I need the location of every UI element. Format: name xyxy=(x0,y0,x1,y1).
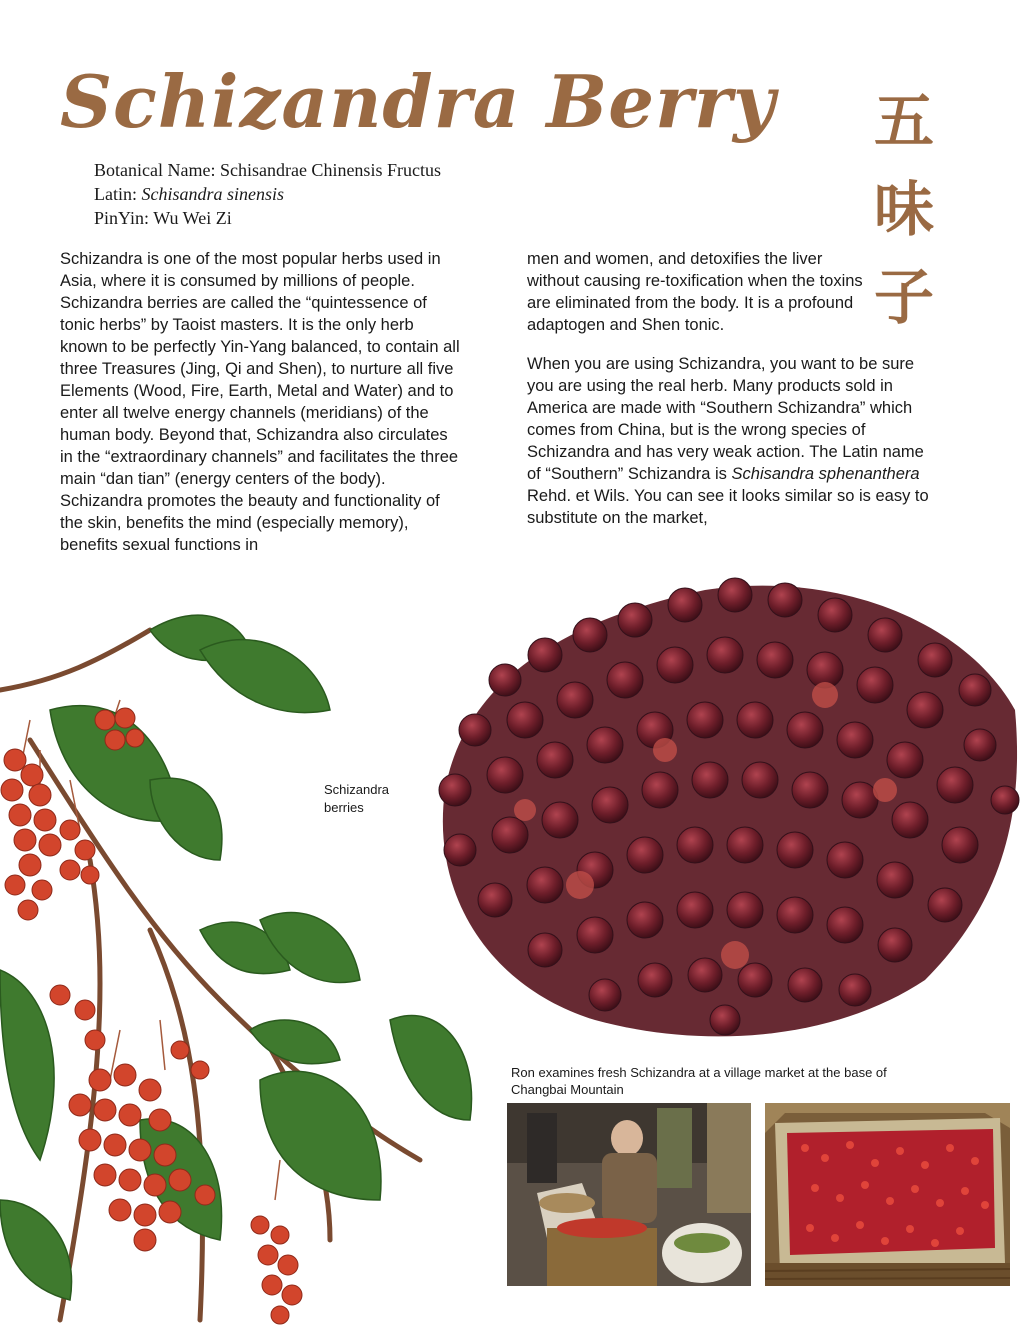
market-photo-crate-scene xyxy=(765,1103,1010,1286)
body-text-right-top: men and women, and detoxifies the liver without causing re-toxification when the toxins are eliminated from the body. It is a profound adaptogen and Shen tonic. xyxy=(527,250,863,334)
pinyin-line xyxy=(94,206,441,230)
body-text-right-bottom xyxy=(527,353,937,529)
market-photo-ron xyxy=(507,1103,751,1286)
chinese-name-vertical xyxy=(868,82,948,342)
botanical-name-label: Botanical Name: xyxy=(94,160,216,180)
body-text-left: Schizandra is one of the most popular herbs used in Asia, where it is consumed by millions of people. Schizandra berries are called the “quintessence of tonic herbs” by Taoist masters. It is the only herb known to be perfectly Yin-Yang balanced, to contain all three Treasures (Jing, Qi and Shen), to nurture all five Elements (Wood, Fire, Earth, Metal and Water) and to enter all twelve energy channels (meridians) of the human body. Beyond that, Schizandra also circulates in the “extraordinary channels” and facilitates the three main “dan tian” (energy centers of the body). Schizandra promotes the beauty and functionality of the skin, benefits the mind (especially memory), benefits sexual functions in xyxy=(60,250,460,554)
latin-name-label: Latin: xyxy=(94,184,137,204)
market-photo-crate xyxy=(765,1103,1010,1286)
dried-berries-photo xyxy=(405,560,1024,1060)
botanical-info xyxy=(94,158,441,230)
latin-name-line xyxy=(94,182,441,206)
berries-caption: Schizandra berries xyxy=(324,782,390,815)
body-text-right-bottom-part1: When you are using Schizandra, you want to be sure you are using the real herb. Many products sold in America are made with “Southern Schizandra” which comes from China, but is the wrong species of Schizandra and has very weak action. The Latin name of “Southern” Schizandra is xyxy=(527,355,924,483)
market-photo-ron-scene xyxy=(507,1103,751,1286)
pinyin-label: PinYin: xyxy=(94,208,150,228)
cjk-char-2: 味 xyxy=(874,175,934,245)
cjk-char-3: 子 xyxy=(874,263,934,333)
botanical-name-value: Schisandrae Chinensis Fructus xyxy=(219,160,441,180)
botanical-name-line xyxy=(94,158,441,182)
cjk-char-1: 五 xyxy=(874,87,934,157)
market-caption: Ron examines fresh Schizandra at a village market at the base of Changbai Mountain xyxy=(511,1065,887,1097)
southern-schizandra-latin: Schisandra sphenanthera xyxy=(731,465,920,483)
pinyin-value: Wu Wei Zi xyxy=(153,208,232,228)
body-text-right-bottom-part2: Rehd. et Wils. You can see it looks similar so is easy to substitute on the market, xyxy=(527,487,929,527)
latin-name-value: Schisandra sinensis xyxy=(141,184,285,204)
page-title: Schizandra Berry xyxy=(60,59,776,144)
